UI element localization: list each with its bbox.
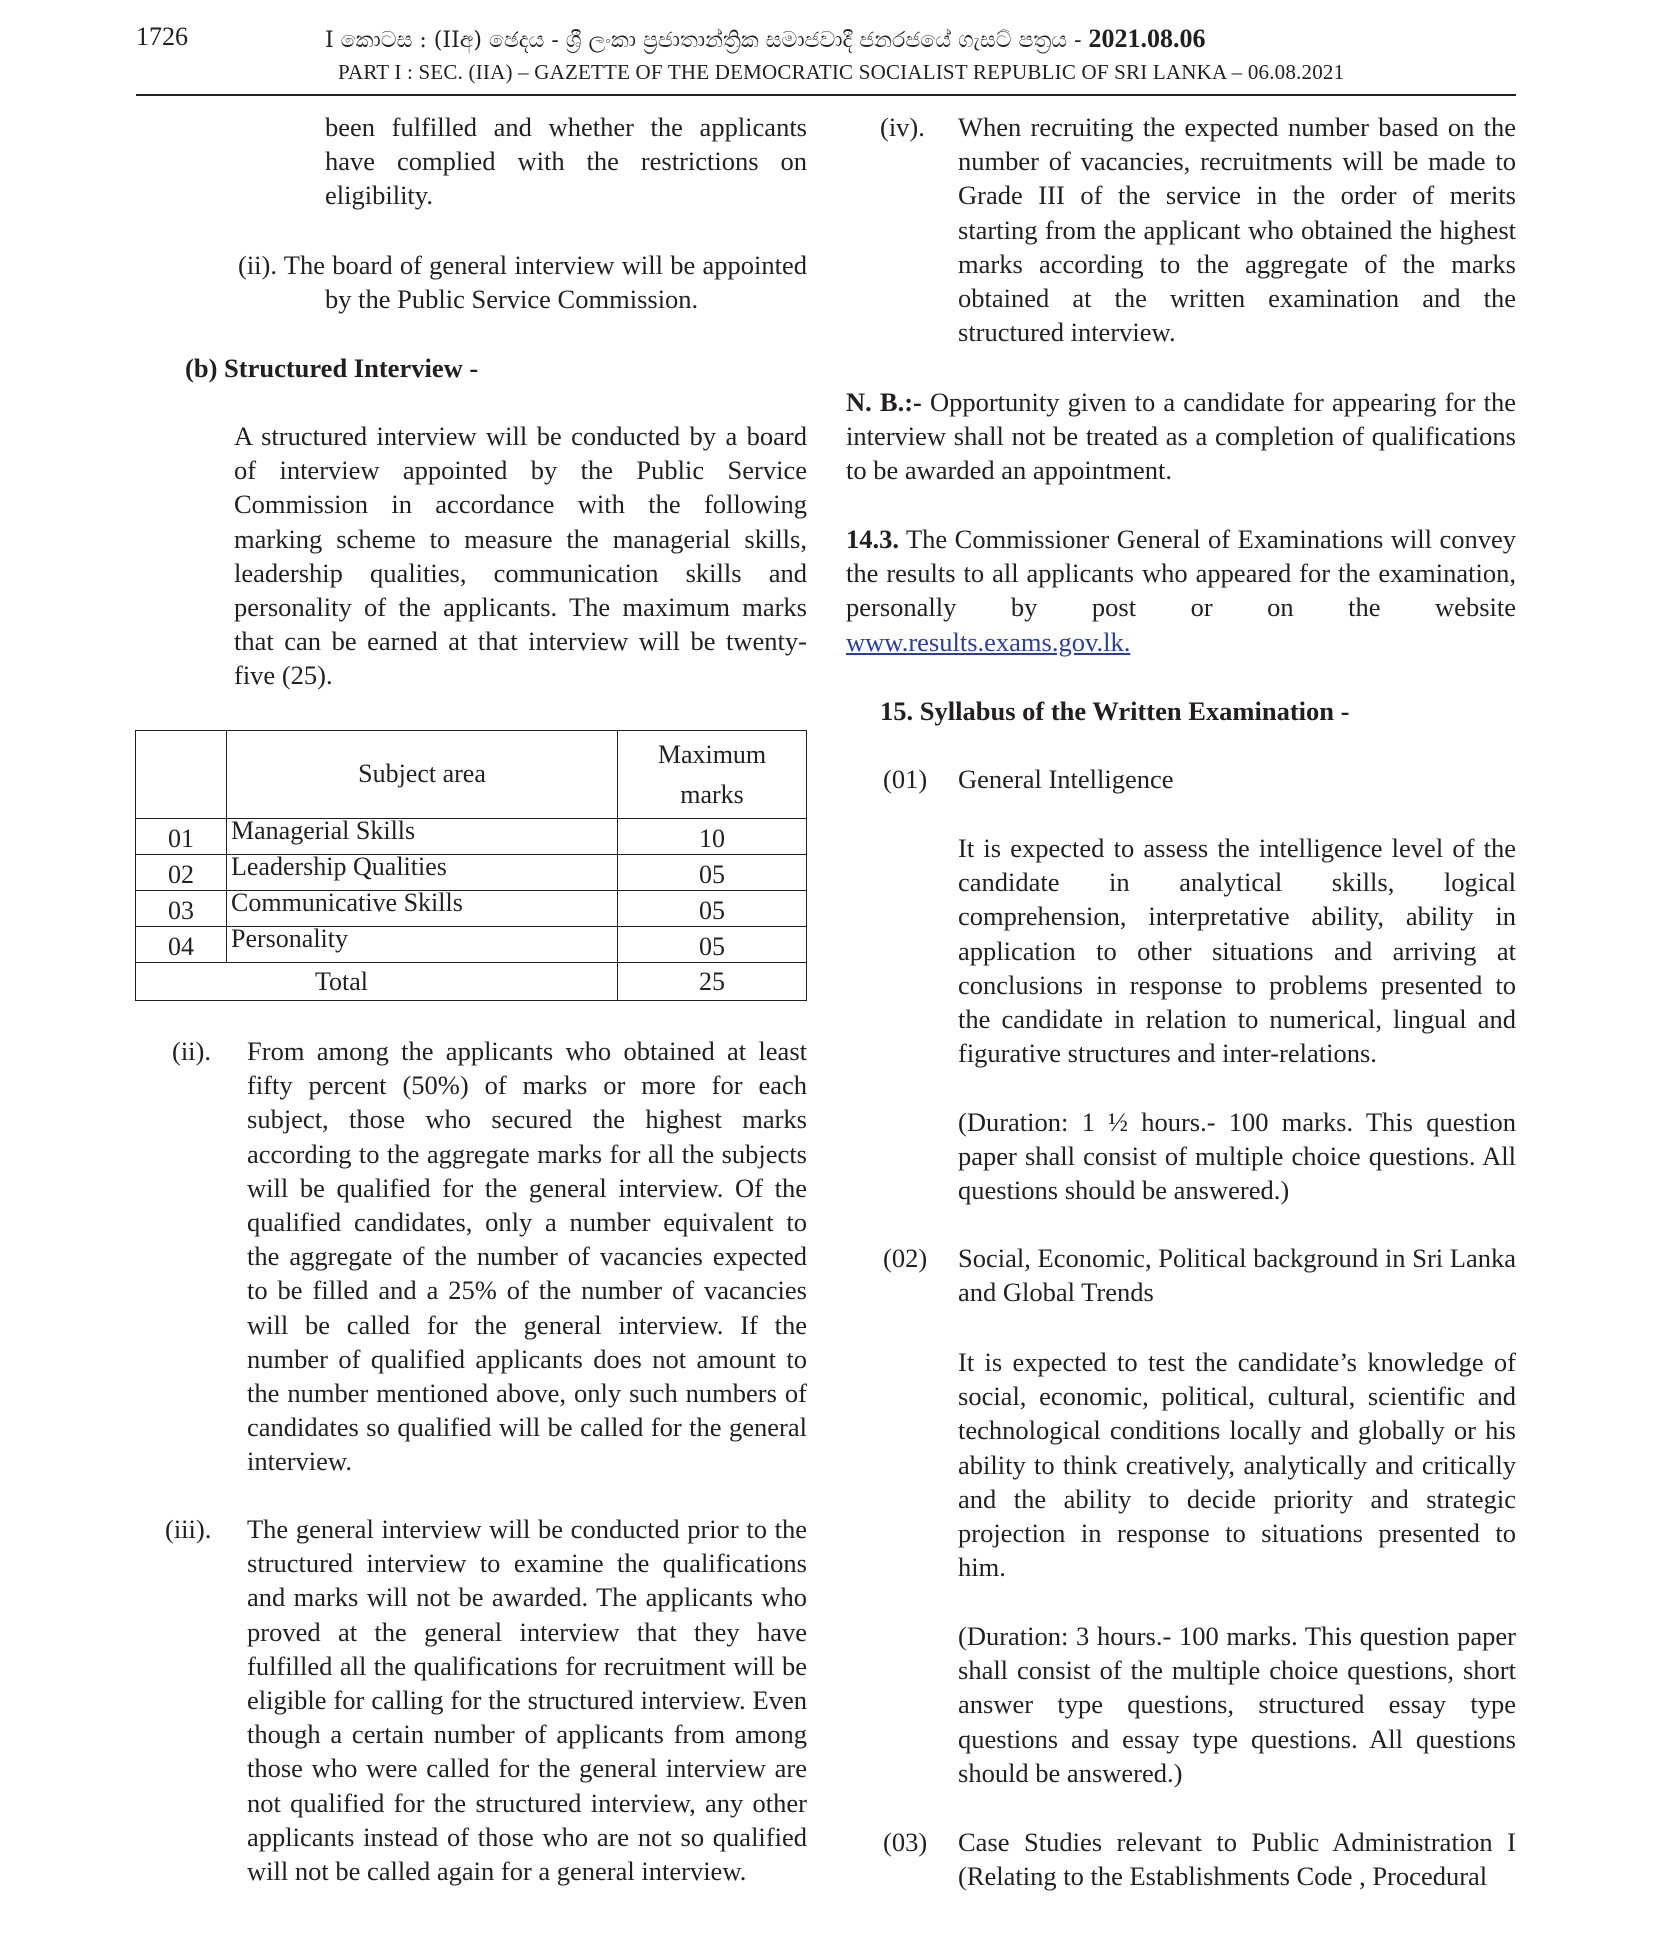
structured-interview-heading: (b) Structured Interview - [185, 353, 479, 383]
item-02-description: It is expected to test the candidate’s knowledge of social, economic, political, cultural, scientific and technological conditions locally and globally or his ability to think creatively, analytically and critically and the ability to decide priority and strategic projection in response to situations presented to him. [958, 1347, 1516, 1583]
item-01-label: (01) [883, 764, 928, 794]
item-iii-text: The general interview will be conducted prior to the structured interview to examine the qualifications and marks will not be awarded. The applicants who proved at the general interview that they have fulfilled all the qualifications for recruitment will be eligible for calling for the structured interview. Even though a certain number of applicants from among those who were called for the general interview are not qualified for the structured interview, any other applicants instead of those who are not so qualified will not be called again for a general interview. [247, 1514, 807, 1887]
section-14-3-text: The Commissioner General of Examinations will convey the results to all applicants who appeared for the examination, personally by post or on the website [846, 524, 1516, 623]
item-01-title: General Intelligence [958, 764, 1174, 794]
table-header-row [136, 731, 807, 819]
continued-paragraph: been fulfilled and whether the applicants have complied with the restrictions on eligibility. [325, 112, 807, 211]
total-label: Total [136, 963, 618, 1001]
row-marks: 10 [618, 819, 807, 855]
gazette-header-english: PART I : SEC. (IIA) – GAZETTE OF THE DEMOCRATIC SOCIALIST REPUBLIC OF SRI LANKA – 06.08.2021 [338, 60, 1345, 84]
item-ii-label: (ii). [172, 1036, 211, 1066]
table-row [136, 855, 807, 891]
item-iv-text: When recruiting the expected number based on the number of vacancies, recruitments will be made to Grade III of the service in the order of merits starting from the applicant who obtained the highest marks according to the aggregate of the marks obtained at the written examination and the structured interview. [958, 112, 1516, 348]
header-marks-line1: Maximum [657, 739, 767, 769]
table-row [136, 927, 807, 963]
table-row [136, 819, 807, 855]
header-rule [136, 94, 1516, 96]
table-total-row [136, 963, 807, 1001]
item-01-description: It is expected to assess the intelligence level of the candidate in analytical skills, logical comprehension, interpretative ability, ability in application to other situations and arriving at conclusions in response to problems presented to the candidate in relation to numerical, lingual and figurative structures and inter-relations. [958, 833, 1516, 1069]
nb-label: N. B.:- [846, 387, 922, 417]
total-value: 25 [618, 963, 807, 1001]
gazette-header-sinhala [325, 24, 1515, 54]
board-appointment-line: (ii). The board of general interview will be appointed [238, 250, 807, 280]
item-02-label: (02) [883, 1243, 928, 1273]
row-marks: 05 [618, 855, 807, 891]
row-marks: 05 [618, 927, 807, 963]
header-marks-line2: marks [680, 779, 744, 809]
item-ii-text: From among the applicants who obtained at least fifty percent (50%) of marks or more for each subject, those who secured the highest marks according to the aggregate marks for all the subjects will be qualified for the general interview. Of the qualified candidates, only a number equivalent to the aggregate of the number of vacancies expected to be filled and a 25% of the number of vacancies will be called for the general interview. If the number of qualified applicants does not amount to the number mentioned above, only such numbers of candidates so qualified will be called for the general interview. [247, 1036, 807, 1477]
page-number: 1726 [136, 22, 188, 51]
row-number: 04 [136, 927, 227, 963]
row-subject: Communicative Skills [227, 891, 618, 927]
item-iv-label: (iv). [880, 112, 925, 142]
row-number: 01 [136, 819, 227, 855]
board-appointment-cont: by the Public Service Commission. [325, 284, 699, 314]
table-header-no [136, 731, 227, 819]
item-iii-label: (iii). [165, 1514, 212, 1544]
syllabus-heading: 15. Syllabus of the Written Examination - [880, 696, 1350, 726]
item-03-text: Case Studies relevant to Public Administration I (Relating to the Establishments Code , Procedural [958, 1827, 1516, 1892]
table-header-marks [618, 731, 807, 819]
nb-paragraph [846, 385, 1516, 488]
nb-text: Opportunity given to a candidate for appearing for the interview shall not be treated as a completion of qualifications to be awarded an appointment. [846, 387, 1516, 486]
row-subject: Leadership Qualities [227, 855, 618, 891]
row-number: 03 [136, 891, 227, 927]
row-marks: 05 [618, 891, 807, 927]
section-14-3-label: 14.3. [846, 524, 899, 554]
section-14-3 [846, 522, 1516, 659]
item-01-duration: (Duration: 1 ½ hours.- 100 marks. This question paper shall consist of multiple choice questions. All questions should be answered.) [958, 1107, 1516, 1206]
item-02-title: Social, Economic, Political background in Sri Lanka and Global Trends [958, 1243, 1516, 1308]
marking-scheme-table [135, 730, 807, 1001]
item-03-label: (03) [883, 1827, 928, 1857]
row-subject: Personality [227, 927, 618, 963]
header-title-sinhala: I කොටස : (IIඅ) ඡෙදය - ශ්‍රී ලංකා ප්‍රජාතාන්ත්‍රික සමාජවාදී ජනරජයේ ගැසට් පත්‍රය - [325, 28, 1082, 53]
table-row [136, 891, 807, 927]
row-number: 02 [136, 855, 227, 891]
table-header-subject: Subject area [227, 731, 618, 819]
header-date: 2021.08.06 [1088, 24, 1206, 53]
item-02-duration: (Duration: 3 hours.- 100 marks. This question paper shall consist of the multiple choice questions, short answer type questions, structured essay type questions and essay type questions. All questions should be answered.) [958, 1621, 1516, 1788]
structured-interview-paragraph: A structured interview will be conducted by a board of interview appointed by the Public Service Commission in accordance with the following marking scheme to measure the managerial skills, leadership qualities, communication skills and personality of the applicants. The maximum marks that can be earned at that interview will be twenty-five (25). [234, 421, 807, 691]
row-subject: Managerial Skills [227, 819, 618, 855]
results-website-link[interactable]: www.results.exams.gov.lk. [846, 626, 1131, 657]
